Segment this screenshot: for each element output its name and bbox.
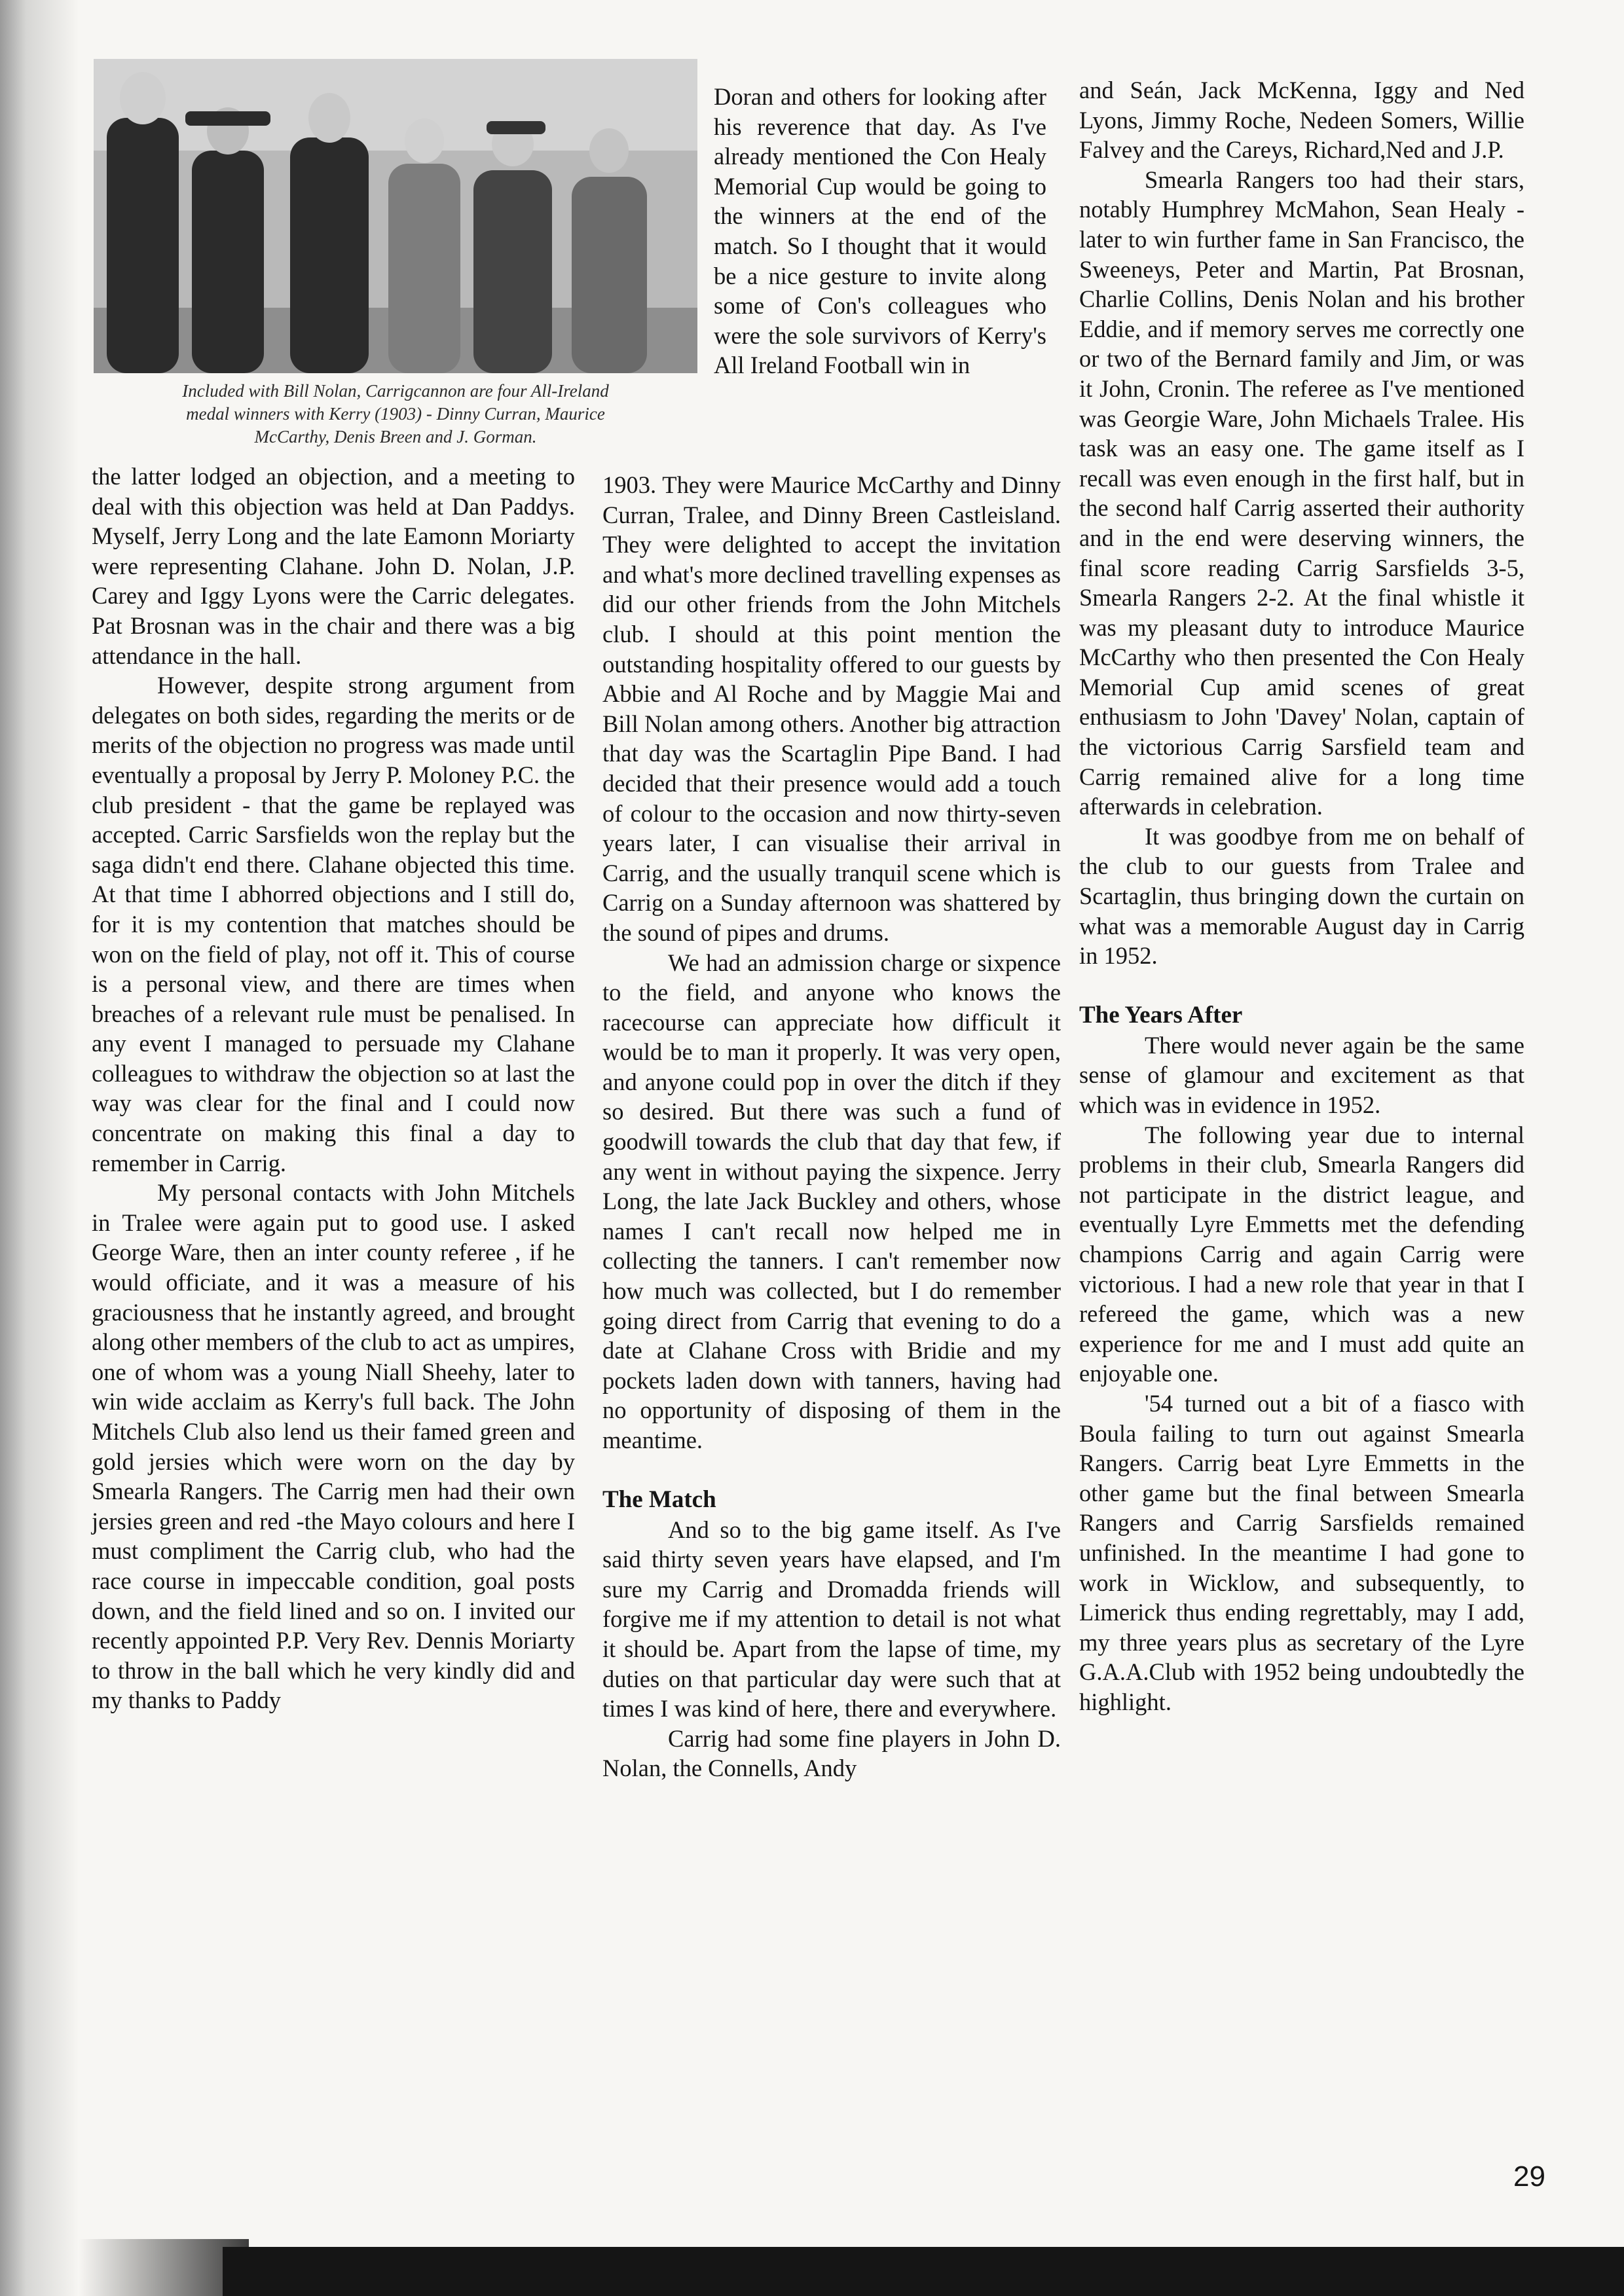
paragraph: the latter lodged an objection, and a meeting to deal with this objection was held at Dan Paddys. Myself, Jerry Long and the late Eamonn Moriarty were representing Clahane. John D. Nolan, J.P. Carey and Iggy Lyons were the Carric delegates. Pat Brosnan was in the chair and there was a big attendance in the hall. xyxy=(92,463,575,669)
column-3 xyxy=(1079,75,1524,1717)
group-photo xyxy=(94,59,697,373)
paragraph: We had an admission charge or sixpence to the field, and anyone who knows the racecourse can appreciate how difficult it would be to man it properly. It was very open, and anyone could pop in over the ditch if they so desired. But there was such a fund of goodwill towards the club that day that few, if any went in without paying the sixpence. Jerry Long, the late Jack Buckley and others, whose names I can't recall now helped me in collecting the tanners. I can't remember now how much was collected, but I do remember going direct from Carrig that evening to do a date at Clahane Cross with Bridie and my pockets laden down with tanners, having had no opportunity of disposing of them in the meantime. xyxy=(602,949,1061,1453)
paragraph: and Seán, Jack McKenna, Iggy and Ned Lyons, Jimmy Roche, Nedeen Somers, Willie Falvey and the Careys, Richard,Ned and J.P. xyxy=(1079,77,1524,164)
group-photo-icon xyxy=(94,59,697,373)
paragraph: Smearla Rangers too had their stars, notably Humphrey McMahon, Sean Healy - later to win further fame in San Francisco, the Sweeneys, Peter and Martin, Pat Brosnan, Charlie Collins, Denis Nolan and his brother Eddie, and if memory serves me correctly one or two of the Bernard family and Jim, or was it John, Cronin. The referee as I've mentioned was Georgie Ware, John Michaels Tralee. His task was an easy one. The game itself as I recall was even enough in the first half, but in the second half Carrig asserted their authority and in the end were deserving winners, the final score reading Carrig Sarsfields 3-5, Smearla Rangers 2-2. At the final whistle it was my pleasant duty to introduce Maurice McCarthy who then presented the Con Healy Memorial Cup amid scenes of great enthusiasm to John 'Davey' Nolan, captain of the victorious Carrig Sarsfield team and Carrig remained alive for a long time afterwards in celebration. xyxy=(1079,166,1524,820)
section-heading-the-years-after: The Years After xyxy=(1079,1001,1243,1029)
column-1 xyxy=(92,462,575,1715)
paragraph: It was goodbye from me on behalf of the club to our guests from Tralee and Scartaglin, thus bringing down the curtain on what was a memorable August day in Carrig in 1952. xyxy=(1079,822,1524,970)
paragraph: '54 turned out a bit of a fiasco with Boula failing to turn out against Smearla Rangers. Carrig beat Lyre Emmetts in the other game but the final between Smearla Rangers and Carrig Sarsfields remained unfinished. In the meantime I had gone to work in Wicklow, and subsequently, to Limerick thus ending regrettably, may I add, my three years plus as secretary of the Lyre G.A.A.Club with 1952 being undoubtedly the highlight. xyxy=(1079,1389,1524,1715)
photo-caption-line: Included with Bill Nolan, Carrigcannon are four All-Ireland xyxy=(182,381,609,401)
paragraph: The following year due to internal problems in their club, Smearla Rangers did not participate in the district league, and eventually Lyre Emmetts met the defending champions Carrig and again Carrig were victorious. I had a new role that year in that I refereed the game, which was a new experience for me and I must add quite an enjoyable one. xyxy=(1079,1121,1524,1387)
column-2-top xyxy=(714,82,1046,380)
photo-caption-line: McCarthy, Denis Breen and J. Gorman. xyxy=(254,427,537,446)
photo-caption xyxy=(94,380,697,448)
page-spine-shadow xyxy=(0,0,79,2296)
page-number: 29 xyxy=(1513,2160,1545,2193)
bottom-dark-band xyxy=(223,2247,1624,2296)
section-heading-the-match: The Match xyxy=(602,1485,716,1513)
paragraph: And so to the big game itself. As I've said thirty seven years have elapsed, and I'm sure my Carrig and Dromadda friends will forgive me if my attention to detail is not what it should be. Apart from the lapse of time, my duties on that particular day were such that at times I was kind of here, there and everywhere. xyxy=(602,1516,1061,1722)
paragraph: However, despite strong argument from delegates on both sides, regarding the merits or de merits of the objection no progress was made until eventually a proposal by Jerry P. Moloney P.C. the club president - that the game be replayed was accepted. Carric Sarsfields won the replay but the saga didn't end there. Clahane objected this time. At that time I abhorred objections and I still do, for it is my contention that matches should be won on the field of play, not off it. This of course is a personal view, and there are times when breaches of a relevant rule must be penalised. In any event I managed to persuade my Clahane colleagues to withdraw the objection so at last the way was clear for the final and I could now concentrate on making this final a day to remember in Carrig. xyxy=(92,672,575,1176)
paragraph: 1903. They were Maurice McCarthy and Dinny Curran, Tralee, and Dinny Breen Castleisland. They were delighted to accept the invitation and what's more declined travelling expenses as did our other friends from the John Mitchels club. I should at this point mention the outstanding hospitality offered to our guests by Abbie and Al Roche and by Maggie Mai and Bill Nolan among others. Another big attraction that day was the Scartaglin Pipe Band. I had decided that their presence would add a touch of colour to the occasion and now thirty-seven years later, I can visualise their arrival in Carrig, and the usually tranquil scene which is Carrig on a Sunday afternoon was shattered by the sound of pipes and drums. xyxy=(602,471,1061,946)
photo-caption-line: medal winners with Kerry (1903) - Dinny Curran, Maurice xyxy=(186,404,605,424)
paragraph: Doran and others for looking after his reverence that day. As I've already mentioned the Con Healy Memorial Cup would be going to the winners at the end of the match. So I thought that it would be a nice gesture to invite along some of Con's colleagues who were the sole survivors of Kerry's All Ireland Football win in xyxy=(714,83,1046,379)
column-2 xyxy=(602,470,1061,1783)
paragraph: Carrig had some fine players in John D. Nolan, the Connells, Andy xyxy=(602,1724,1061,1782)
paragraph: My personal contacts with John Mitchels in Tralee were again put to good use. I asked George Ware, then an inter county referee , if he would officiate, and it was a measure of his graciousness that he instantly agreed, and brought along other members of the club to act as umpires, one of whom was a young Niall Sheehy, later to win wide acclaim as Kerry's full back. The John Mitchels Club also lend us their famed green and gold jersies which were worn on the day by Smearla Rangers. The Carrig men had their own jersies green and red -the Mayo colours and here I must compliment the Carrig club, who had the race course in impeccable condition, goal posts down, and the field lined and so on. I invited our recently appointed P.P. Very Rev. Dennis Moriarty to throw in the ball which he very kindly did and my thanks to Paddy xyxy=(92,1179,575,1714)
paragraph: There would never again be the same sense of glamour and excitement as that which was in evidence in 1952. xyxy=(1079,1031,1524,1118)
